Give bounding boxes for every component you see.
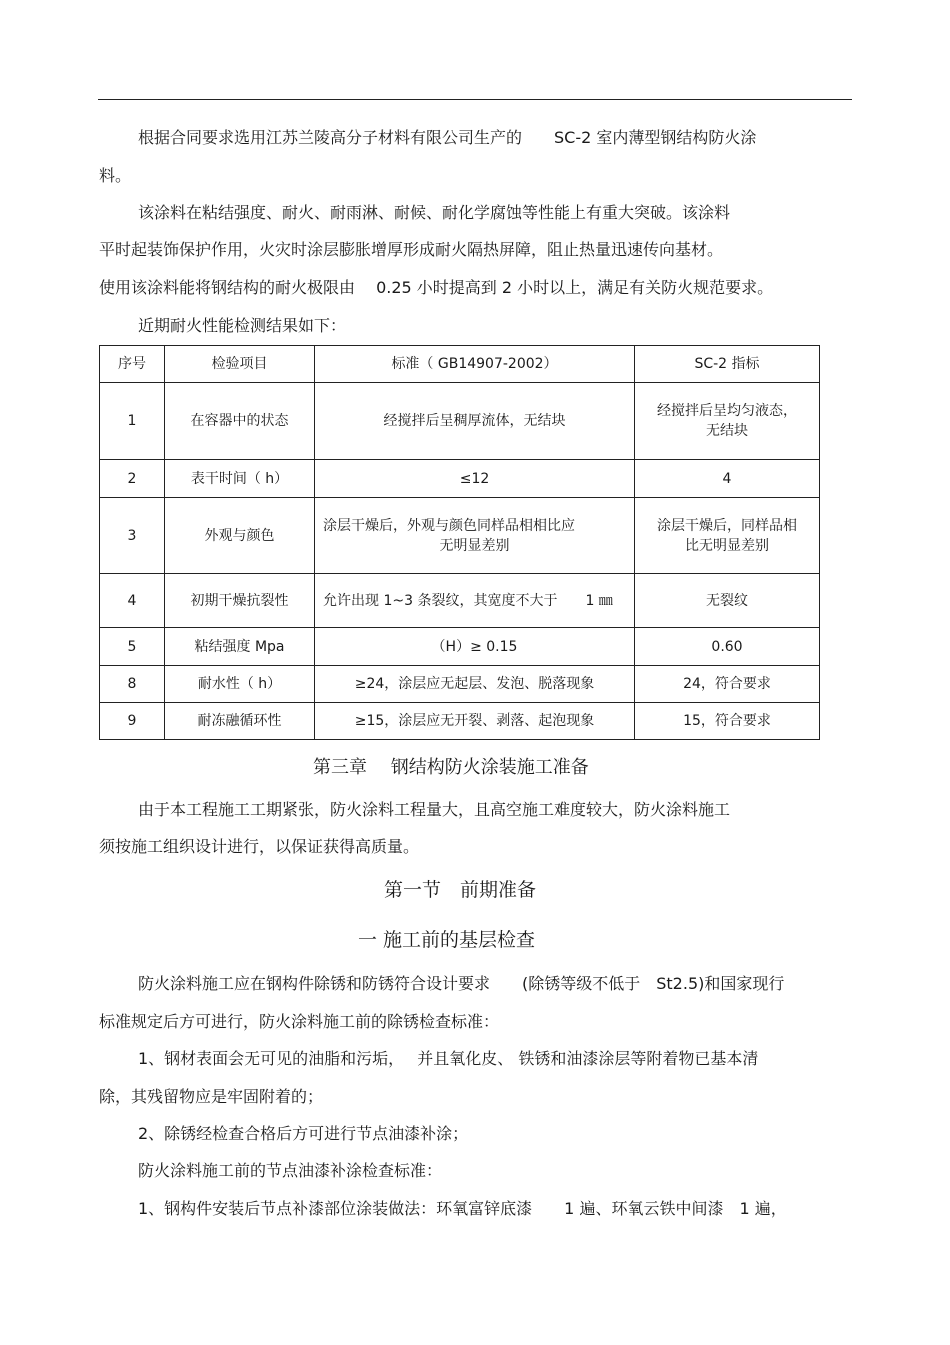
paragraph-line: 近期耐火性能检测结果如下：: [138, 316, 347, 335]
paragraph-line: 除，其残留物应是牢固附着的；: [99, 1087, 324, 1106]
table-cell: 无裂纹: [635, 574, 820, 628]
table-header-row: [100, 346, 820, 383]
table-cell: ≥24，涂层应无起层、发泡、脱落现象: [315, 666, 635, 703]
table-cell: [635, 383, 820, 460]
table-row: [100, 666, 820, 703]
paragraph-line: 须按施工组织设计进行，以保证获得高质量。: [99, 837, 420, 856]
table-cell: ≤12: [315, 460, 635, 498]
table-row: [100, 383, 820, 460]
cell-line: 比无明显差别: [685, 537, 769, 554]
table-cell: 15，符合要求: [635, 703, 820, 740]
paragraph-line: 根据合同要求选用江苏兰陵高分子材料有限公司生产的 SC-2 室内薄型钢结构防火涂: [138, 128, 757, 147]
table-cell: [315, 498, 635, 574]
table-cell: 粘结强度 Mpa: [165, 628, 315, 666]
header-rule: [98, 99, 852, 100]
list-item: 1、钢构件安装后节点补漆部位涂装做法：环氧富锌底漆 1 遍、环氧云铁中间漆 1 遍，: [138, 1199, 787, 1218]
paragraph-line: 该涂料在粘结强度、耐火、耐雨淋、耐候、耐化学腐蚀等性能上有重大突破。该涂料: [138, 203, 731, 222]
paragraph-line: 防火涂料施工应在钢构件除锈和防锈符合设计要求 (除锈等级不低于 St2.5)和国家现行: [138, 974, 785, 993]
cell-line: 经搅拌后呈均匀液态，: [657, 403, 797, 419]
paragraph-line: 平时起装饰保护作用，火灾时涂层膨胀增厚形成耐火隔热屏障，阻止热量迅速传向基材。: [99, 240, 724, 259]
section-title: 第一节 前期准备: [384, 879, 537, 901]
table-cell: （H）≥ 0.15: [315, 628, 635, 666]
table-cell: 4: [635, 460, 820, 498]
table-cell: 耐冻融循环性: [165, 703, 315, 740]
table-cell: 1: [100, 383, 165, 460]
table-row: [100, 498, 820, 574]
table-header-cell: SC-2 指标: [635, 346, 820, 383]
table-cell: 经搅拌后呈稠厚流体，无结块: [315, 383, 635, 460]
table-cell: 0.60: [635, 628, 820, 666]
table-cell: 9: [100, 703, 165, 740]
paragraph-line: 防火涂料施工前的节点油漆补涂检查标准：: [138, 1161, 443, 1180]
table-cell: 2: [100, 460, 165, 498]
list-item: 2、除锈经检查合格后方可进行节点油漆补涂；: [138, 1124, 469, 1143]
subsection-title: 一 施工前的基层检查: [358, 929, 536, 951]
table-cell: 5: [100, 628, 165, 666]
table-header-cell: 检验项目: [165, 346, 315, 383]
table-cell: 外观与颜色: [165, 498, 315, 574]
table-cell: 8: [100, 666, 165, 703]
table-cell: 耐水性（ h）: [165, 666, 315, 703]
table-cell: [635, 498, 820, 574]
table-cell: 在容器中的状态: [165, 383, 315, 460]
paragraph-line: 使用该涂料能将钢结构的耐火极限由 0.25 小时提高到 2 小时以上，满足有关防火规范要求。: [99, 278, 774, 297]
table-cell: 24，符合要求: [635, 666, 820, 703]
cell-line: 涂层干燥后，同样品相: [657, 517, 797, 534]
table-cell: 表干时间（ h）: [165, 460, 315, 498]
paragraph-line: 由于本工程施工工期紧张，防火涂料工程量大，且高空施工难度较大，防火涂料施工: [138, 800, 731, 819]
list-item: 1、钢材表面会无可见的油脂和污垢， 并且氧化皮、 铁锈和油漆涂层等附着物已基本清: [138, 1049, 759, 1068]
paragraph-line: 标准规定后方可进行，防火涂料施工前的除锈检查标准：: [99, 1012, 500, 1031]
table-row: [100, 460, 820, 498]
cell-line: 无结块: [706, 423, 748, 439]
cell-line: 涂层干燥后，外观与颜色同样品相相比应: [323, 517, 575, 534]
table-row: [100, 703, 820, 740]
table-cell: 4: [100, 574, 165, 628]
table-row: [100, 628, 820, 666]
paragraph-line: 料。: [99, 166, 132, 185]
table-cell: 初期干燥抗裂性: [165, 574, 315, 628]
table-cell: 3: [100, 498, 165, 574]
cell-line: 无明显差别: [439, 537, 510, 554]
chapter-title: 第三章 钢结构防火涂装施工准备: [313, 757, 589, 778]
table-cell: 允许出现 1~3 条裂纹，其宽度不大于 1 ㎜: [315, 574, 635, 628]
table-row: [100, 574, 820, 628]
table-cell: ≥15，涂层应无开裂、剥落、起泡现象: [315, 703, 635, 740]
table-header-cell: 标准（ GB14907-2002）: [315, 346, 635, 383]
table-header-cell: 序号: [100, 346, 165, 383]
fire-test-results-table: [99, 345, 820, 740]
